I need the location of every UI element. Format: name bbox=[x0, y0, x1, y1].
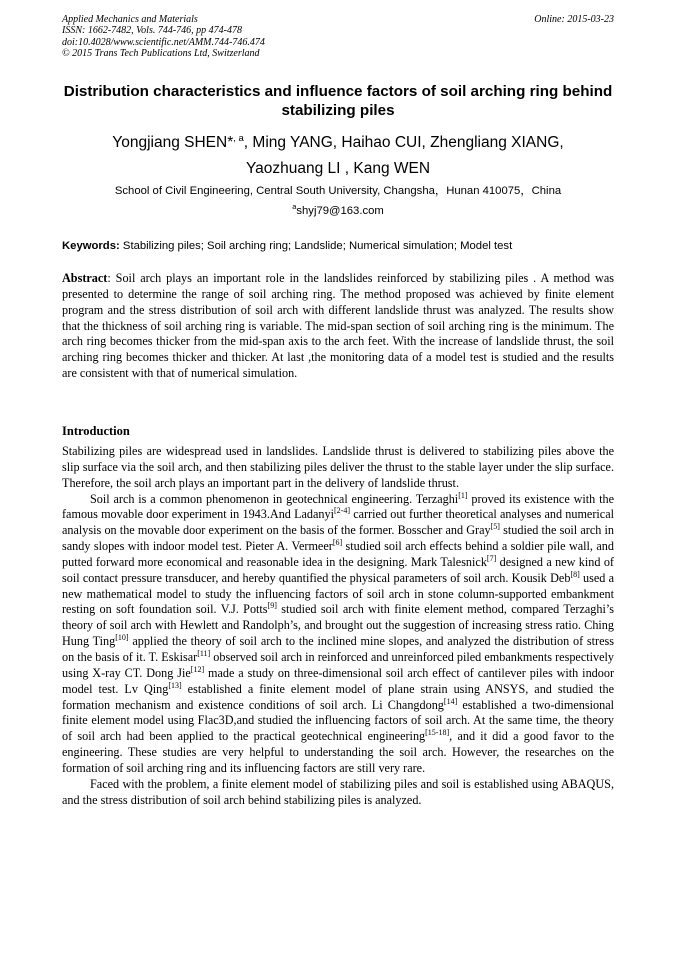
intro-paragraph-3: Faced with the problem, a finite element model of stabilizing piles and soil is established using ABAQUS, and the stress distribution of soil arch behind stabilizing piles is analyzed. bbox=[62, 776, 614, 807]
keywords-section bbox=[62, 239, 614, 254]
citation: [12] bbox=[190, 664, 205, 674]
intro-text: studied soil arch with finite element method, compared Terzaghi’s theory of soil arch with Hewlett and Randolph’s, and brought out the suggestion of increasing stress ratio. Ching Hung Ting bbox=[62, 602, 614, 649]
intro-text: established a two-dimensional finite element model using Flac3D,and studied the influencing factors of soil arch. At the same time, the theory of soil arch had been applied to the practical geotechnical engineering bbox=[62, 697, 614, 744]
introduction-body bbox=[62, 444, 614, 808]
citation: [5] bbox=[490, 522, 500, 532]
author-line-1 bbox=[62, 130, 614, 156]
citation: [1] bbox=[458, 490, 468, 500]
intro-text: established a finite element model of plane strain using ANSYS, and studied the formation mechanism and existence conditions of soil arch. Li Changdong bbox=[62, 681, 614, 712]
citation: [10] bbox=[115, 633, 129, 643]
intro-text: , and it did a good favor to the engineering. These studies are very helpful to understanding the soil arch. However, the researches on the formation of soil arching ring and its influencing factors are still very rare. bbox=[62, 729, 614, 775]
online-date: Online: 2015-03-23 bbox=[534, 14, 614, 25]
journal-issn: ISSN: 1662-7482, Vols. 744-746, pp 474-478 bbox=[62, 25, 242, 37]
intro-text: carried out further theoretical analyses and numerical analysis on the movable door experiment on the basis of the former. Bosscher and Gray bbox=[62, 507, 614, 538]
intro-text: proved its existence with the famous movable door experiment in 1943.And Ladanyi bbox=[62, 491, 614, 522]
affiliation bbox=[62, 182, 614, 221]
citation: [2-4] bbox=[334, 506, 351, 516]
journal-header bbox=[62, 14, 265, 60]
intro-text: studied the soil arch in sandy slopes with indoor model test. Pieter A. Vermeer bbox=[62, 523, 614, 554]
citation: [14] bbox=[443, 696, 458, 706]
author-line-2: Yaozhuang LI , Kang WEN bbox=[245, 160, 431, 177]
author-email: shyj79@163.com bbox=[296, 204, 384, 217]
intro-text: applied the theory of soil arch to the inclined mine slopes, and analyzed the distribution of stress on the basis of it. T. Eskisar bbox=[62, 634, 615, 664]
citation: [7] bbox=[486, 553, 497, 563]
intro-text: Soil arch is a common phenomenon in geotechnical engineering. Terzaghi bbox=[90, 491, 459, 506]
citation: [9] bbox=[267, 601, 277, 611]
intro-text: observed soil arch in reinforced and unreinforced piled embankments respectively using X-ray CT. Dong Jie bbox=[62, 649, 614, 680]
introduction-heading: Introduction bbox=[62, 424, 130, 438]
citation: [6] bbox=[332, 538, 343, 547]
affiliation-line: School of Civil Engineering, Central South University, Changsha，Hunan 410075，China bbox=[114, 185, 562, 197]
abstract-section bbox=[62, 271, 614, 382]
lead-author: Yongjiang SHEN* bbox=[112, 134, 234, 151]
abstract-label: Abstract bbox=[62, 271, 108, 285]
keywords-text: Stabilizing piles; Soil arching ring; Landslide; Numerical simulation; Model test bbox=[122, 240, 513, 252]
intro-paragraph-2 bbox=[62, 492, 614, 777]
intro-text: used a new mathematical model to study the influencing factors of soil arch in stone column-supported embankment resting on soft foundation soil. V.J. Potts bbox=[62, 570, 614, 617]
co-authors-line-1: , Ming YANG, Haihao CUI, Zhengliang XIANG, bbox=[243, 134, 564, 151]
author-list bbox=[62, 130, 614, 182]
paper-title: Distribution characteristics and influence factors of soil arching ring behind stabilizing piles bbox=[63, 83, 613, 119]
citation: [11] bbox=[197, 648, 211, 658]
online-date-header bbox=[534, 14, 614, 25]
keywords-label: Keywords: bbox=[62, 240, 120, 252]
intro-text: made a study on three-dimensional soil arch effect of cantilever piles with indoor model test. Lv Qing bbox=[62, 665, 614, 696]
intro-paragraph-1: Stabilizing piles are widespread used in landslides. Landslide thrust is delivered to stabilizing piles above the slip surface via the soil arch, and then stabilizing piles deliver the thrust to the stable layer under the slip surface. Therefore, the soil arch plays an important part in the delivery of landslide thrust. bbox=[62, 444, 614, 490]
email-affiliation-mark: a bbox=[292, 201, 297, 211]
abstract-text: : Soil arch plays an important role in the landslides reinforced by stabilizing piles . A method was presented to determine the range of soil arching ring. The method proposed was achieved by finite element program and the stress distribution of soil arch with different landslide thrust was analyzed. The results show that the thickness of soil arching ring is variable. The mid-span section of soil arching ring is the minimum. The arch ring becomes thicker from the mid-span axis to the arch feet. With the increase of landslide thrust, the soil arching ring becomes thicker and thicker. At last ,the monitoring data of a model test is studied and the results are consistent with that of numerical simulation. bbox=[62, 271, 614, 381]
lead-author-affiliation-mark: , a bbox=[233, 132, 244, 144]
citation: [13] bbox=[168, 680, 182, 690]
citation: [15-18] bbox=[425, 728, 450, 738]
author-email-line bbox=[62, 202, 614, 222]
journal-name: Applied Mechanics and Materials bbox=[62, 14, 198, 25]
journal-doi: doi:10.4028/www.scientific.net/AMM.744-746.474 bbox=[62, 36, 265, 48]
intro-text: studied soil arch effects behind a soldier pile wall, and putted forward more economical and reasonable idea in the designing. Mark Talesnick bbox=[62, 539, 614, 569]
citation: [8] bbox=[570, 569, 580, 579]
intro-text: designed a new kind of soil contact pressure transducer, and hereby quantified the physical parameters of soil arch. Kousik Deb bbox=[62, 554, 614, 585]
journal-copyright: © 2015 Trans Tech Publications Ltd, Switzerland bbox=[62, 48, 260, 60]
